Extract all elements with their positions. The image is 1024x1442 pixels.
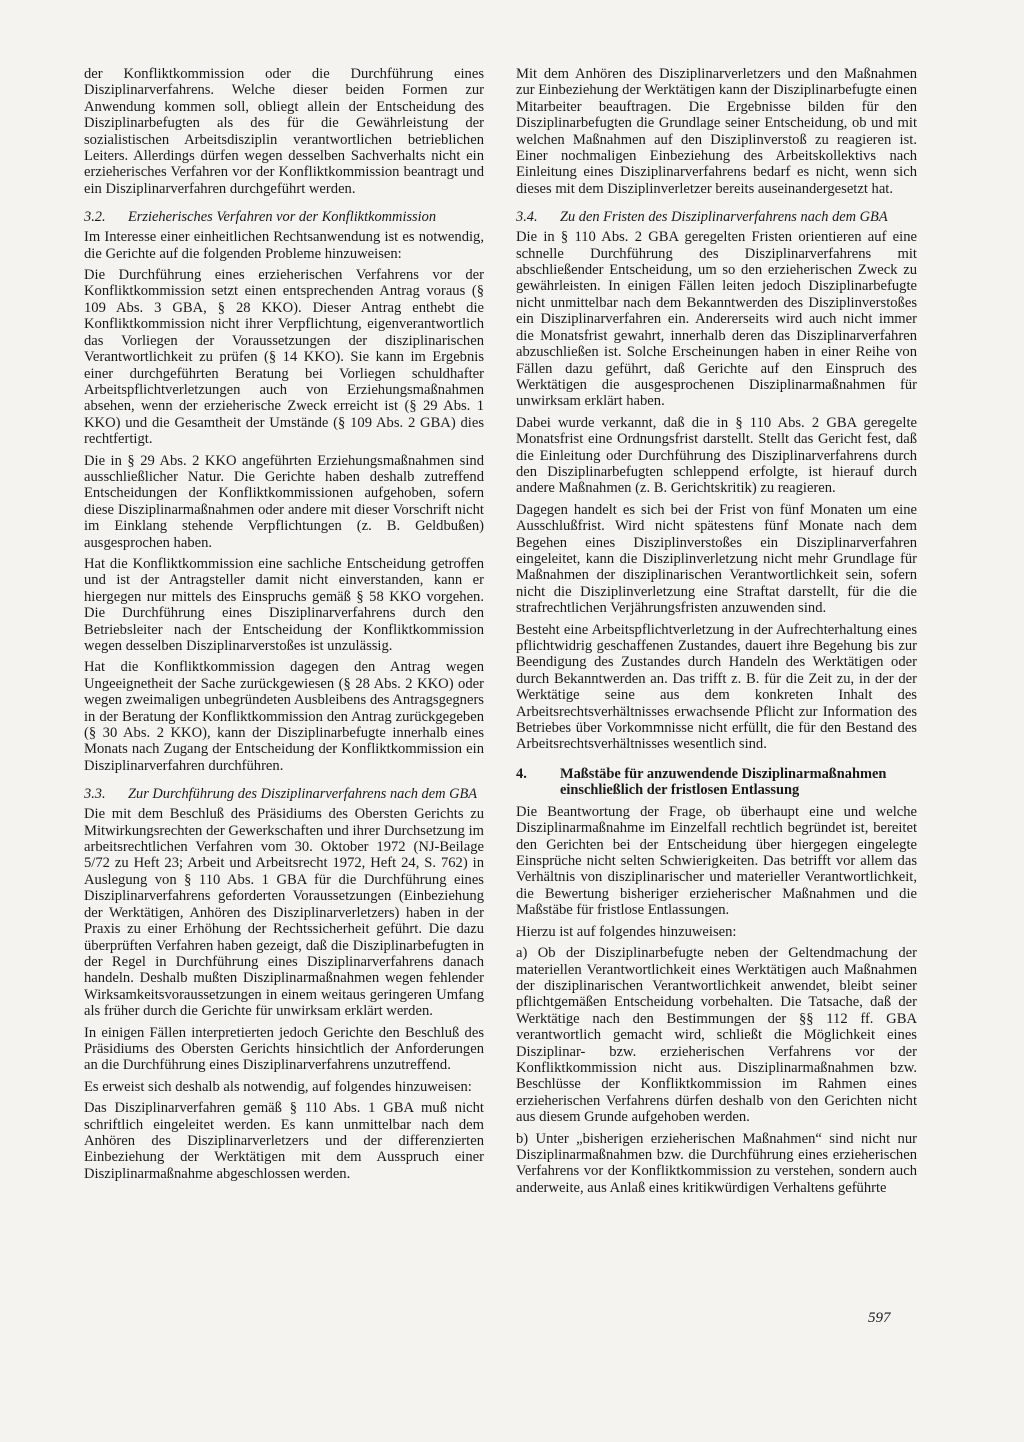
paragraph: Im Interesse einer einheitlichen Rechtsanwendung ist es notwendig, die Gerichte auf die folgenden Probleme hinzuweisen: — [84, 229, 484, 262]
paragraph: b) Unter „bisherigen erzieherischen Maßnahmen“ sind nicht nur Disziplinarmaßnahmen bzw. die Durchführung eines erzieherischen Verfahrens vor der Konfliktkommission zu verstehen, sondern auch anderweite, aus Anlaß eines kritikwürdigen Verhaltens geführte — [516, 1130, 917, 1196]
section-number: 3.4. — [516, 209, 538, 226]
paragraph: Die mit dem Beschluß des Präsidiums des Obersten Gerichts zu Mitwirkungsrechten der Gewerkschaften und ihrer Durchsetzung im arbeitsrechtlichen Verfahren vom 30. Oktober 1972 (NJ-Beilage 5/72 zu Heft 23; Arbeit und Arbeitsrecht 1972, Heft 24, S. 762) in Auslegung von § 110 Abs. 1 GBA für die Durchführung eines Disziplinarverfahrens geforderten Voraussetzungen (Einbeziehung der Werktätigen, Anhören des Disziplinarverletzers) haben in der Praxis zu einer Erhöhung der Rechtssicherheit geführt. Die dazu überprüften Verfahren haben gezeigt, daß die Disziplinarbefugten in der Regel in Durchführung eines Disziplinarverfahrens danach handeln. Deshalb mußten Disziplinarmaßnahmen wegen fehlender Wirksamkeitsvoraussetzungen in einem weitaus geringeren Umfang als früher durch die Gerichte für unwirksam erklärt werden. — [84, 806, 484, 1020]
paragraph: Dabei wurde verkannt, daß die in § 110 Abs. 2 GBA geregelte Monatsfrist eine Ordnungsfrist darstellt. Stellt das Gericht fest, daß die Einleitung oder Durchführung des Disziplinarverfahrens durch den Disziplinarbefugten schleppend erfolgte, ist hierauf durch andere Maßnahmen (z. B. Gerichtskritik) zu reagieren. — [516, 414, 917, 497]
section-number: 3.2. — [84, 209, 106, 226]
paragraph: Die Beantwortung der Frage, ob überhaupt eine und welche Disziplinarmaßnahme im Einzelfall rechtlich begründet ist, bereitet den Gerichten bei der Entscheidung über hiergegen eingelegte Einsprüche nicht selten Schwierigkeiten. Das betrifft vor allem das Verhältnis von disziplinarischer und materieller Verantwortlichkeit, die Bewertung bisheriger erzieherischer Maßnahmen und die Maßstäbe für fristlose Entlassungen. — [516, 803, 917, 919]
paragraph: Besteht eine Arbeitspflichtverletzung in der Aufrechterhaltung eines pflichtwidrig geschaffenen Zustandes, dauert ihre Begehung bis zur Beendigung des Zustandes durch Handeln des Werktätigen oder durch Bekanntwerden an. Das trifft z. B. für die Zeit zu, in der der Werktätige seine aus dem konkreten Inhalt des Arbeitsrechtsverhältnisses erwachsende Pflicht zur Information des Betriebes über Vorkommnisse nicht erfüllt, die für den Bestand des Arbeitsrechtsverhältnisses wesentlich sind. — [516, 621, 917, 753]
section-title: Erzieherisches Verfahren vor der Konfliktkommission — [128, 209, 437, 226]
right-column — [516, 66, 917, 1201]
section-title: Maßstäbe für anzuwendende Disziplinarmaßnahmen einschließlich der fristlosen Entlassung — [560, 765, 887, 798]
section-heading — [516, 766, 917, 798]
section-title: Zu den Fristen des Disziplinarverfahrens nach dem GBA — [560, 209, 888, 226]
section-heading — [516, 209, 917, 225]
page-number: 597 — [868, 1310, 891, 1326]
paragraph: Die in § 29 Abs. 2 KKO angeführten Erziehungsmaßnahmen sind ausschließlicher Natur. Die Gerichte haben deshalb zutreffend Entscheidungen der Konfliktkommissionen aufgehoben, sofern diese Disziplinarmaßnahmen oder andere mit dieser Vorschrift nicht im Einklang stehende Verpflichtungen (z. B. Geldbußen) ausgesprochen haben. — [84, 452, 484, 551]
paragraph: Hat die Konfliktkommission eine sachliche Entscheidung getroffen und ist der Antragsteller damit nicht einverstanden, kann er hiergegen nur mittels des Einspruchs gemäß § 58 KKO vorgehen. Die Durchführung eines Disziplinarverfahrens durch den Betriebsleiter nach der Entscheidung der Konfliktkommission wegen desselben Disziplinarverstoßes ist unzulässig. — [84, 555, 484, 654]
section-number: 3.3. — [84, 786, 106, 803]
paragraph: Die in § 110 Abs. 2 GBA geregelten Fristen orientieren auf eine schnelle Durchführung des Disziplinarverfahrens mit abschließender Entscheidung, um so den erzieherischen Zweck zu gewährleisten. In einigen Fällen leiten jedoch Disziplinarbefugte nicht unmittelbar nach dem Bekanntwerden des Disziplinverstoßes ein Disziplinarverfahren ein. Andererseits wird auch nicht immer die Monatsfrist gewahrt, innerhalb deren das Disziplinarverfahren abzuschließen ist. Solche Erscheinungen haben in einer Reihe von Fällen dazu geführt, daß Gerichte auf den Einspruch des Werktätigen die ausgesprochenen Disziplinarmaßnahmen für unwirksam erklärt haben. — [516, 229, 917, 410]
section-heading — [84, 786, 484, 802]
section-title: Zur Durchführung des Disziplinarverfahrens nach dem GBA — [128, 786, 478, 803]
left-column — [84, 66, 484, 1187]
paragraph: In einigen Fällen interpretierten jedoch Gerichte den Beschluß des Präsidiums des Obersten Gerichts hinsichtlich der Anforderungen an die Durchführung eines Disziplinarverfahrens unzutreffend. — [84, 1024, 484, 1074]
paragraph: Mit dem Anhören des Disziplinarverletzers und den Maßnahmen zur Einbeziehung der Werktätigen kann der Disziplinarbefugte einen Mitarbeiter beauftragen. Die Ergebnisse bilden für den Disziplinarbefugten die Grundlage seiner Entscheidung, ob und mit welchen Maßnahmen auf den Disziplinverstoß zu reagieren ist. Einer nochmaligen Einbeziehung des Arbeitskollektivs nach Einleitung eines Disziplinarverfahrens bedarf es nicht, wenn sich dieses mit dem Disziplinverletzer bereits auseinandergesetzt hat. — [516, 66, 917, 197]
paragraph: Hat die Konfliktkommission dagegen den Antrag wegen Ungeeignetheit der Sache zurückgewiesen (§ 28 Abs. 2 KKO) oder wegen zweimaligen unbegründeten Ausbleibens des Antragsgegners in der Beratung der Konfliktkommission den Antrag zurückgegeben (§ 30 Abs. 2 KKO), kann der Disziplinarbefugte innerhalb eines Monats nach Zugang der Entscheidung der Konfliktkommission ein Disziplinarverfahren durchführen. — [84, 659, 484, 774]
paragraph: Das Disziplinarverfahren gemäß § 110 Abs. 1 GBA muß nicht schriftlich eingeleitet werden. Es kann unmittelbar nach dem Anhören des Disziplinarverletzers und der differenzierten Einbeziehung der Werktätigen mit dem Ausspruch einer Disziplinarmaßnahme abgeschlossen werden. — [84, 1100, 484, 1182]
paragraph: Dagegen handelt es sich bei der Frist von fünf Monaten um eine Ausschlußfrist. Wird nicht spätestens fünf Monate nach dem Begehen eines Disziplinverstoßes ein Disziplinarverfahren eingeleitet, kann die Disziplinverletzung nicht mehr Grundlage für Maßnahmen der disziplinarischen Verantwortlichkeit sein, sofern nicht die Disziplinverletzung eine Straftat darstellt, für die die strafrechtlichen Verjährungsfristen anzuwenden sind. — [516, 501, 917, 617]
paragraph: Hierzu ist auf folgendes hinzuweisen: — [516, 923, 737, 940]
section-number: 4. — [516, 765, 527, 782]
section-heading — [84, 209, 484, 225]
paragraph: Es erweist sich deshalb als notwendig, auf folgendes hinzuweisen: — [84, 1078, 472, 1095]
paragraph: der Konfliktkommission oder die Durchführung eines Disziplinarverfahrens. Welche dieser beiden Formen zur Anwendung kommen soll, obliegt allein der Entscheidung des Disziplinarbefugten als des für die Gewährleistung der sozialistischen Arbeitsdisziplin verantwortlichen betrieblichen Leiters. Allerdings dürfen wegen desselben Sachverhalts nicht ein erzieherisches Verfahren vor der Konfliktkommission beantragt und ein Disziplinarverfahren durchgeführt werden. — [84, 66, 484, 197]
paragraph: a) Ob der Disziplinarbefugte neben der Geltendmachung der materiellen Verantwortlichkeit eines Werktätigen auch Maßnahmen der disziplinarischen Verantwortlichkeit anwendet, bleibt seiner pflichtgemäßen Entscheidung vorbehalten. Die Tatsache, daß der Werktätige nach den Bestimmungen der §§ 112 ff. GBA verantwortlich gemacht wird, schließt die Möglichkeit eines Disziplinar- bzw. erzieherischen Verfahrens vor der Konfliktkommission nicht aus. Disziplinarmaßnahmen bzw. Beschlüsse der Konfliktkommission im Rahmen eines erzieherischen Verfahrens dürfen deshalb von den Gerichten nicht aus diesem Grunde aufgehoben werden. — [516, 945, 917, 1126]
paragraph: Die Durchführung eines erzieherischen Verfahrens vor der Konfliktkommission setzt einen entsprechenden Antrag voraus (§ 109 Abs. 3 GBA, § 28 KKO). Dieser Antrag enthebt die Konfliktkommission nicht ihrer Verpflichtung, eigenverantwortlich das Vorliegen der Voraussetzungen der disziplinarischen Verantwortlichkeit zu prüfen (§ 14 KKO). Sie kann im Ergebnis einer durchgeführten Beratung bei Vorliegen schuldhafter Arbeitspflichtverletzungen auch von Erziehungsmaßnahmen absehen, wenn der erzieherische Zweck erreicht ist (§ 29 Abs. 1 KKO) und die Gesamtheit der Umstände (§ 109 Abs. 2 GBA) dies rechtfertigt. — [84, 267, 484, 448]
